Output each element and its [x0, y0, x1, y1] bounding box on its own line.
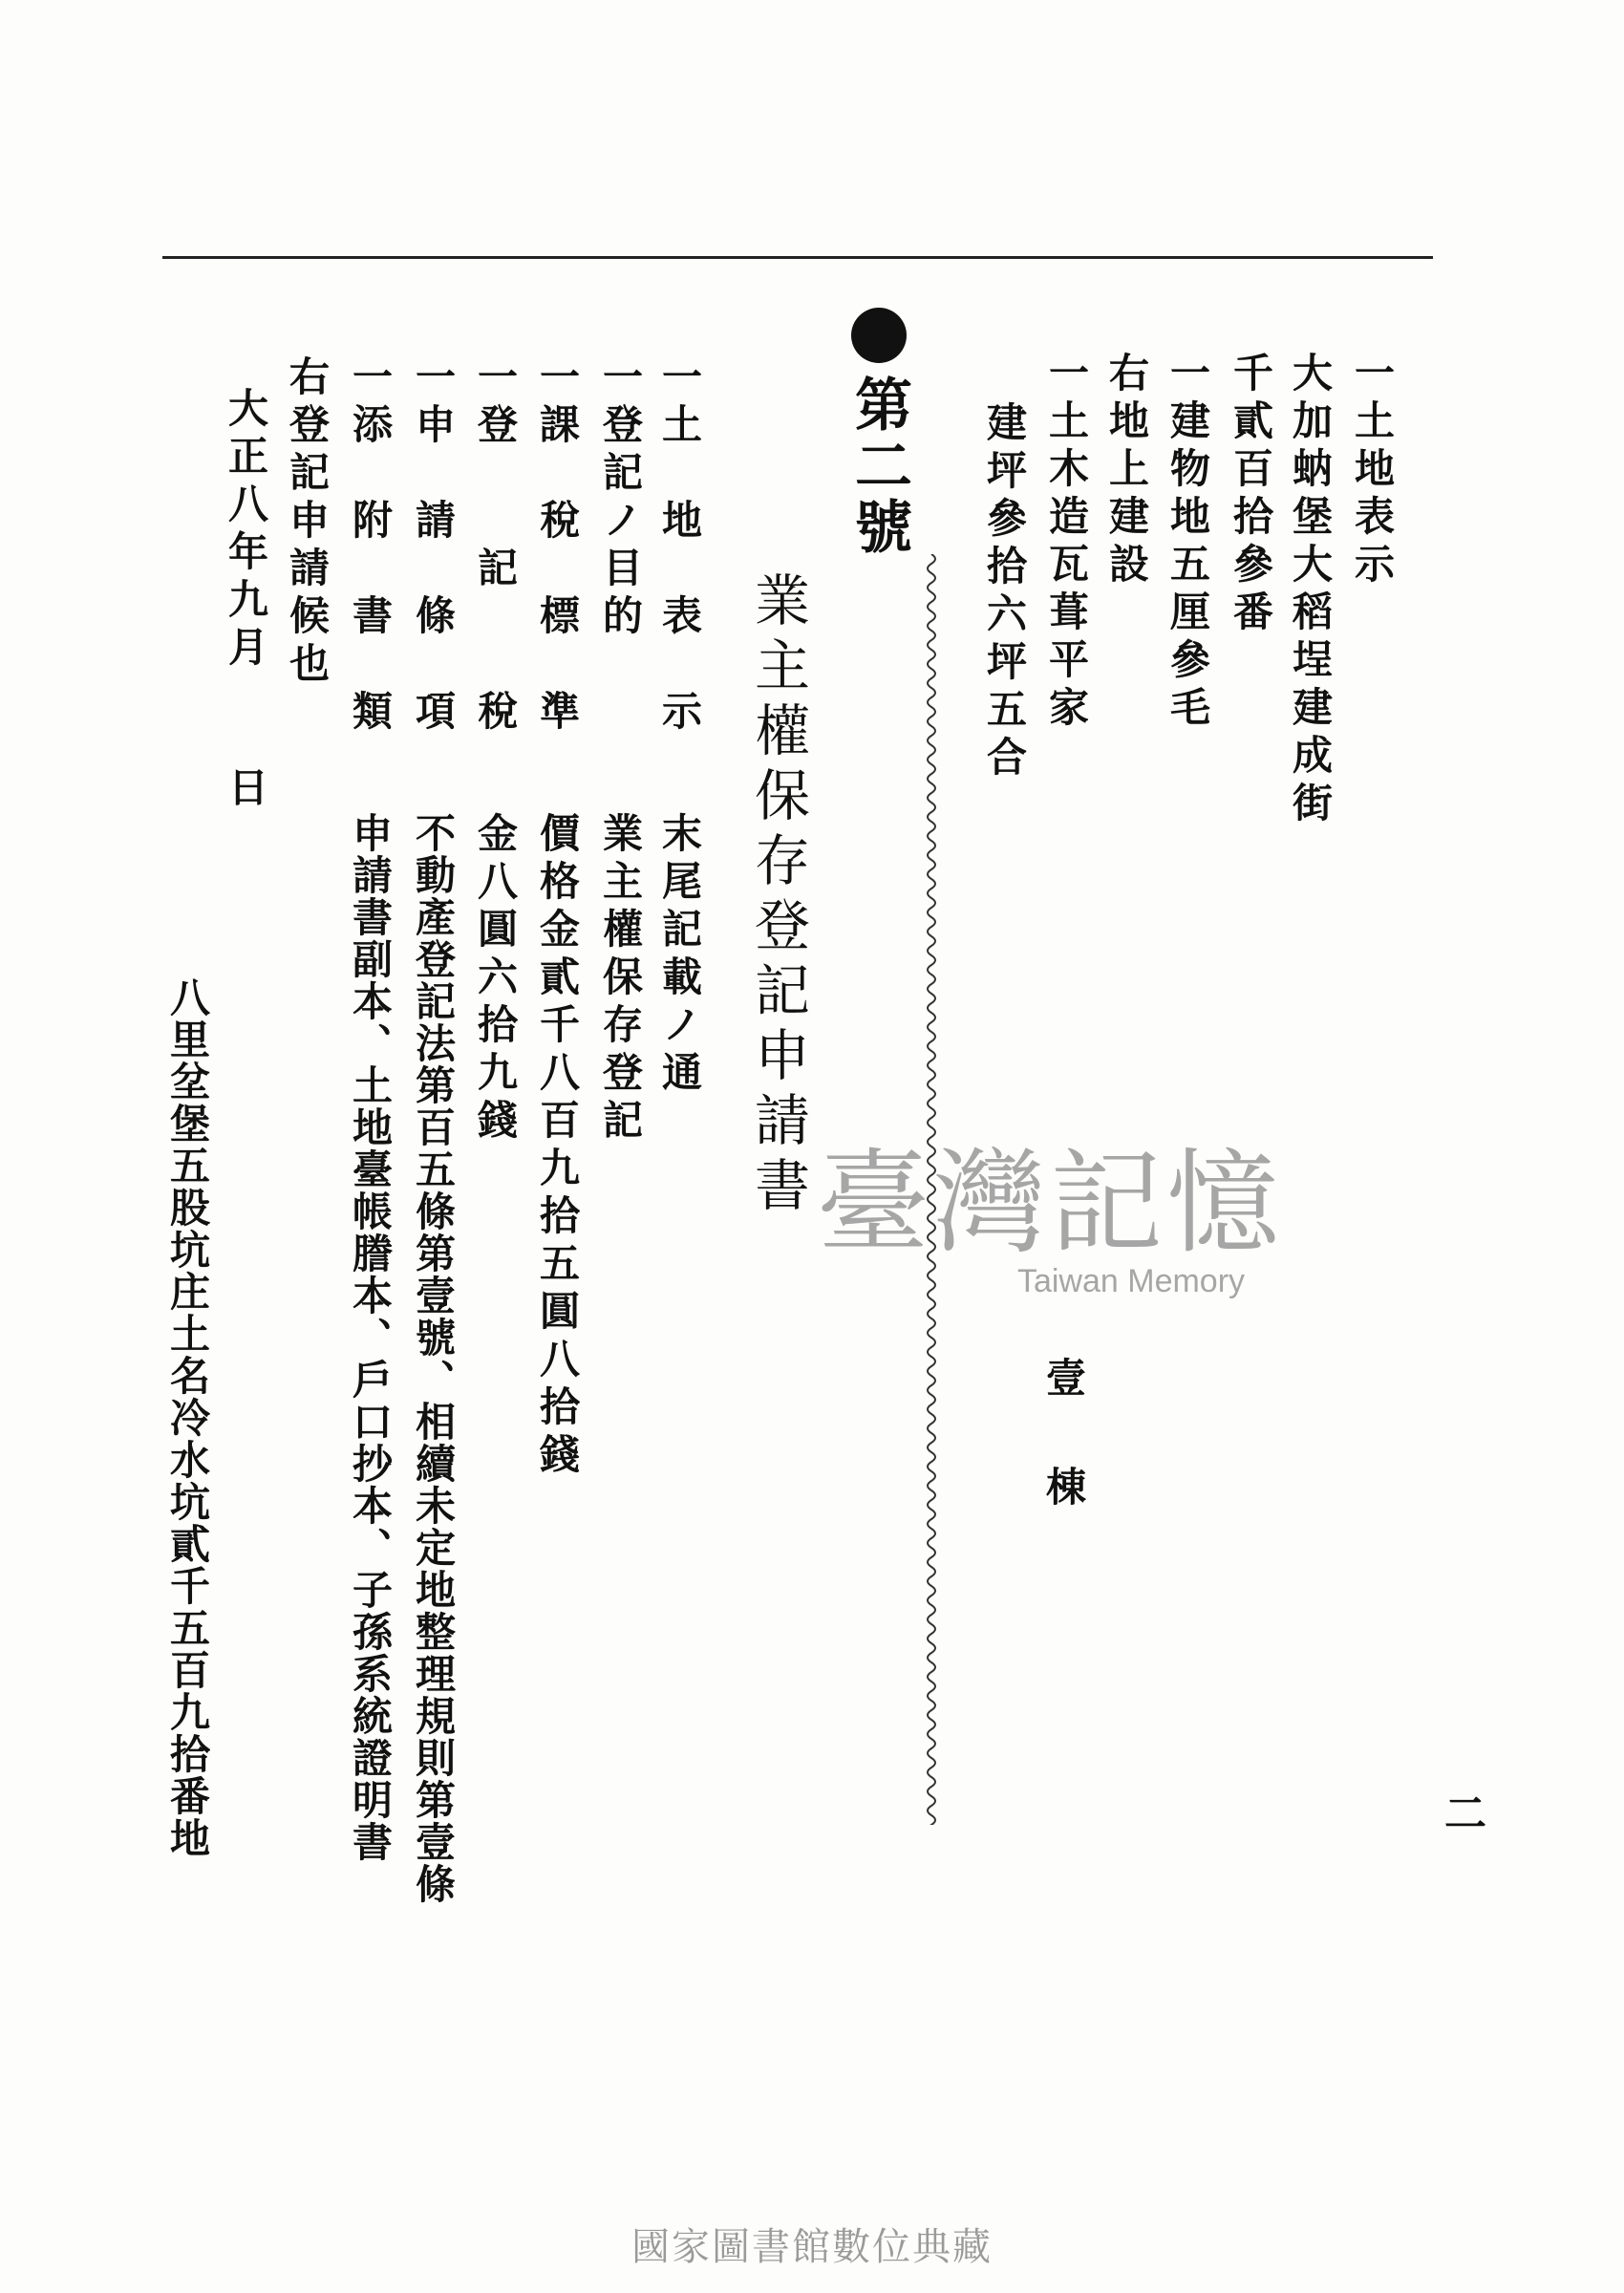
page-number: 二 [1444, 1789, 1486, 1838]
watermark-english: Taiwan Memory [1016, 1263, 1246, 1299]
document-title: 業主權保存登記申請書 [745, 571, 810, 1221]
form-number-label: 第二號 [845, 375, 912, 558]
building-land-area: 一建物地五厘參毛 [1165, 352, 1211, 734]
closing-statement: 右登記申請候也 [284, 355, 331, 690]
top-rule [162, 256, 1433, 259]
item-label-land: 一土 地 表 示 [656, 355, 703, 738]
building-count [1040, 1357, 1087, 1513]
bullet-icon [851, 308, 907, 363]
application-day: 日 [223, 766, 269, 814]
land-heading: 一土地表示 [1349, 352, 1396, 590]
item-label-purpose: 一登記ノ目的 [597, 355, 644, 642]
form-number [845, 308, 912, 558]
building-count-number: 壹 [1040, 1357, 1087, 1404]
land-lot-number: 千貳百拾參番 [1228, 352, 1274, 638]
item-label-tax-base: 一課 稅 標 準 [534, 355, 581, 738]
building-floor-area: 建坪參拾六坪五合 [981, 401, 1028, 783]
item-value-purpose: 業主權保存登記 [597, 812, 644, 1146]
building-count-unit: 棟 [1040, 1466, 1087, 1513]
watermark [817, 1137, 1284, 1300]
watermark-chinese: 臺灣記憶 [817, 1137, 1284, 1269]
application-date: 大正八年九月 [223, 387, 269, 674]
item-label-registration-tax: 一登 記 稅 [472, 355, 519, 738]
item-value-registration-tax: 金八圓六拾九錢 [472, 812, 519, 1146]
property-address: 八里坌堡五股坑庄土名冷水坑貳千五百九拾番地 [164, 976, 211, 1859]
item-value-land: 末尾記載ノ通 [656, 812, 703, 1099]
item-value-legal-basis: 不動產登記法第百五條第壹號、相續未定地整理規則第壹條 [410, 812, 457, 1905]
item-label-legal-basis: 一申 請 條 項 [410, 355, 457, 738]
footer-archive-label: 國家圖書館數位典藏 [631, 2225, 993, 2269]
item-value-tax-base: 價格金貳千八百九拾五圓八拾錢 [534, 812, 581, 1481]
building-intro: 右地上建設 [1103, 352, 1150, 590]
item-label-attachments: 一添 附 書 類 [347, 355, 394, 738]
building-type: 一土木造瓦葺平家 [1043, 352, 1090, 734]
item-value-attachments: 申請書副本、土地臺帳謄本、戶口抄本、子孫系統證明書 [347, 812, 394, 1863]
land-location: 大加蚋堡大稻埕建成街 [1287, 352, 1334, 829]
